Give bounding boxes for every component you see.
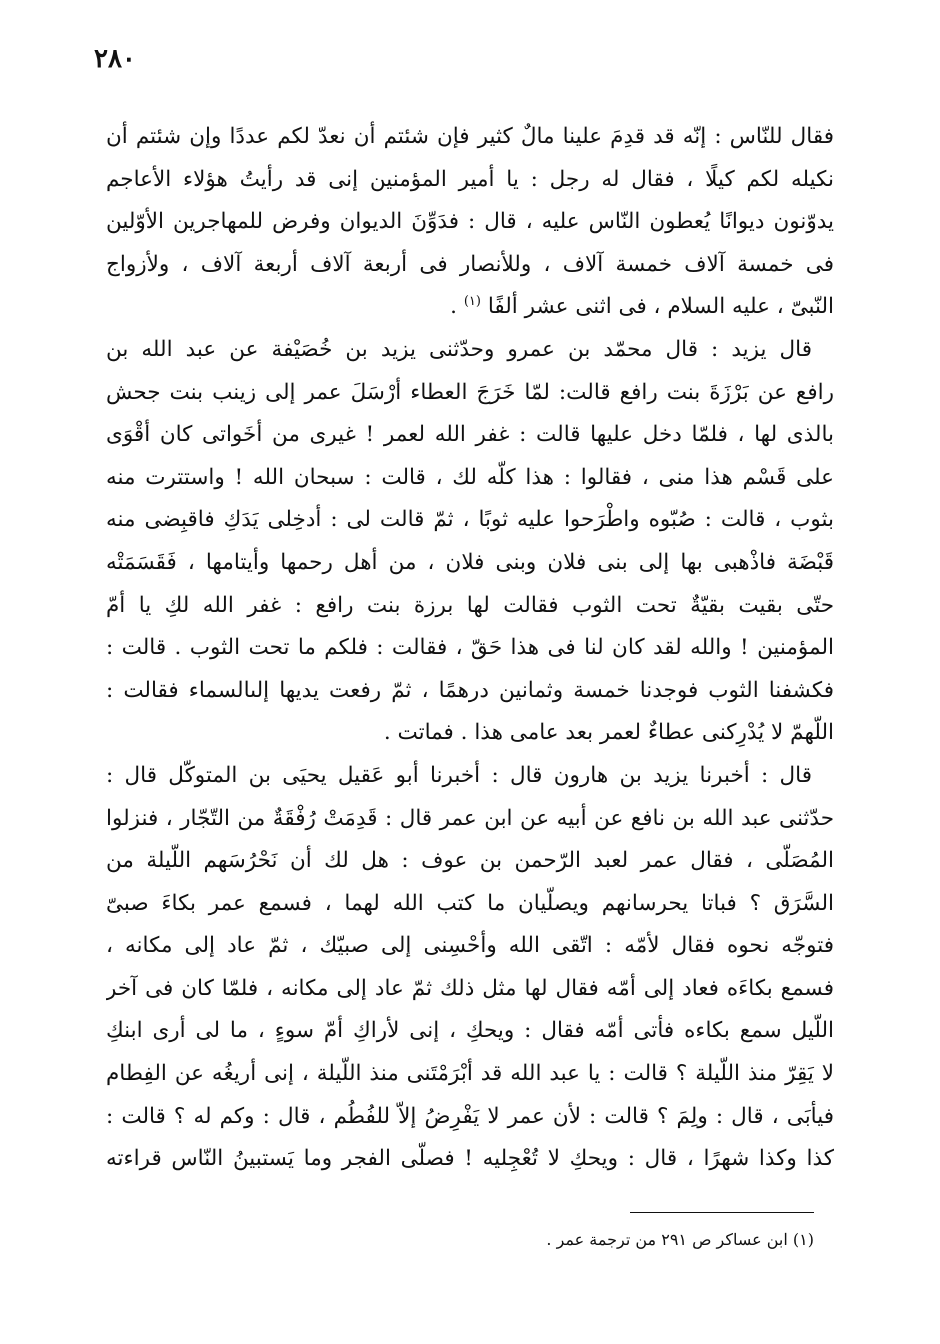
paragraph-3 [106, 755, 834, 1181]
text-line: فيأبَى ، قال : ولِمَ ؟ قالت : لأن عمر لا يَفْرِضُ إلاّ للفُطُم ، قال : وكم له ؟ قالت : [106, 1103, 834, 1129]
text-line: نكيله لكم كيلًا ، فقال له رجل : يا أمير المؤمنين إنى قد رأيتُ هؤلاء الأعاجم [106, 166, 834, 192]
text-line: اللّهمّ لا يُدْرِكنى عطاءٌ لعمر بعد عامى هذا . فماتت . [383, 720, 834, 746]
text-line: المُصَلّى ، فقال عمر لعبد الرّحمن بن عوف : هل لك أن نَحْرُسَهم اللّيلة من [106, 848, 834, 874]
text-line: حتّى بقيت بقيّةٌ تحت الثوب فقالت لها برزة بنت رافع : غفر الله لكِ يا أمّ [106, 592, 834, 618]
footnote-divider [630, 1212, 814, 1213]
text-line: المؤمنين ! والله لقد كان لنا فى هذا حَقّ ، فقالت : فلكم ما تحت الثوب . قالت : [106, 635, 834, 661]
text-line-content: النّبىّ ، عليه السلام ، فى اثنى عشر ألفًا [487, 294, 834, 320]
text-line: فى خمسة آلاف خمسة آلاف ، وللأنصار فى أربعة آلاف أربعة آلاف ، ولأزواج [106, 251, 834, 277]
text-line: فتوجّه نحوه فقال لأمّه : اتّقى الله وأحْسِنى إلى صبيّك ، ثمّ عاد إلى مكانه ، [106, 933, 834, 959]
footnote: (١) ابن عساكر ص ٢٩١ من ترجمة عمر . [546, 1230, 814, 1249]
text-line: بثوب ، قالت : صُبّوه واطْرَحوا عليه ثوبًا ، ثمّ قالت لى : أدخِلى يَدَكِ فاقبِضى منه [106, 507, 834, 533]
text-line: يدوّنون ديوانًا يُعطون النّاس عليه ، قال : فدَوِّنَ الديوان وفرض للمهاجرين الأوّلين [106, 209, 834, 235]
text-line [106, 286, 834, 329]
text-line: بالذى لها ، فلمّا دخل عليها قالت : غفر الله لعمر ! غيرى من أخَواتى كان أقْوَى [106, 422, 834, 448]
paragraph-2 [106, 329, 834, 755]
text-line: حدّثنى عبد الله بن نافع عن أبيه عن ابن عمر قال : قَدِمَتْ رُفْقَةٌ من التّجّار ، فنزلوا [106, 805, 834, 831]
text-line: فكشفنا الثوب فوجدنا خمسة وثمانين درهمًا ، ثمّ رفعت يديها إلىالسماء فقالت : [106, 677, 834, 703]
page-number: ٢٨٠ [94, 44, 136, 74]
text-line: رافع عن بَرْزَةَ بنت رافع قالت: لمّا خَرَجَ العطاء أرْسَلَ عمر إلى زينب بنت جحش [106, 379, 834, 405]
text-line: قال : أخبرنا يزيد بن هارون قال : أخبرنا أبو عَقيل يحيَى بن المتوكّل قال : [106, 762, 812, 788]
paragraph-1 [106, 116, 834, 329]
main-text [106, 116, 834, 1181]
text-line: اللّيل سمع بكاءه فأتى أمّه فقال : ويحكِ ، إنى لأراكِ أمّ سوءٍ ، ما لى أرى ابنكِ [106, 1018, 834, 1044]
text-line: قال يزيد : قال محمّد بن عمرو وحدّثنى يزيد بن خُصَيْفة عن عبد الله بن [106, 336, 812, 362]
text-line: على قَسْم هذا منى ، فقالوا : هذا كلّه لك ، قالت : سبحان الله ! واستترت منه [106, 464, 834, 490]
text-line: لا يَقِرّ منذ اللّيلة ؟ قالت : يا عبد الله قد أبْرَمْتَنى منذ اللّيلة ، إنى أريغُه عن الفِطام [106, 1061, 834, 1087]
text-line: فسمع بكاءَه فعاد إلى أمّه فقال لها مثل ذلك ثمّ عاد إلى مكانه ، فلمّا كان فى آخر [106, 975, 834, 1001]
text-line: قَبْضَة فاذْهبى بها إلى بنى فلان وبنى فلان ، من أهل رحمها وأيتامها ، فَقَسَمَتْه [106, 549, 834, 575]
text-line: السَّرَق ؟ فباتا يحرسانهم ويصلّيان ما كتب الله لهما ، فسمع عمر بكاءَ صبىّ [106, 890, 834, 916]
line-ending: . [450, 294, 464, 320]
footnote-reference: (١) [463, 294, 481, 310]
text-line: كذا وكذا شهرًا ، قال : ويحكِ لا تُعْجِليه ! فصلّى الفجر وما يَستبينُ النّاس قراءته [106, 1146, 834, 1172]
text-line: فقال للنّاس : إنّه قد قدِمَ علينا مالٌ كثير فإن شئتم أن نعدّ لكم عددًا وإن شئتم أن [106, 124, 834, 149]
